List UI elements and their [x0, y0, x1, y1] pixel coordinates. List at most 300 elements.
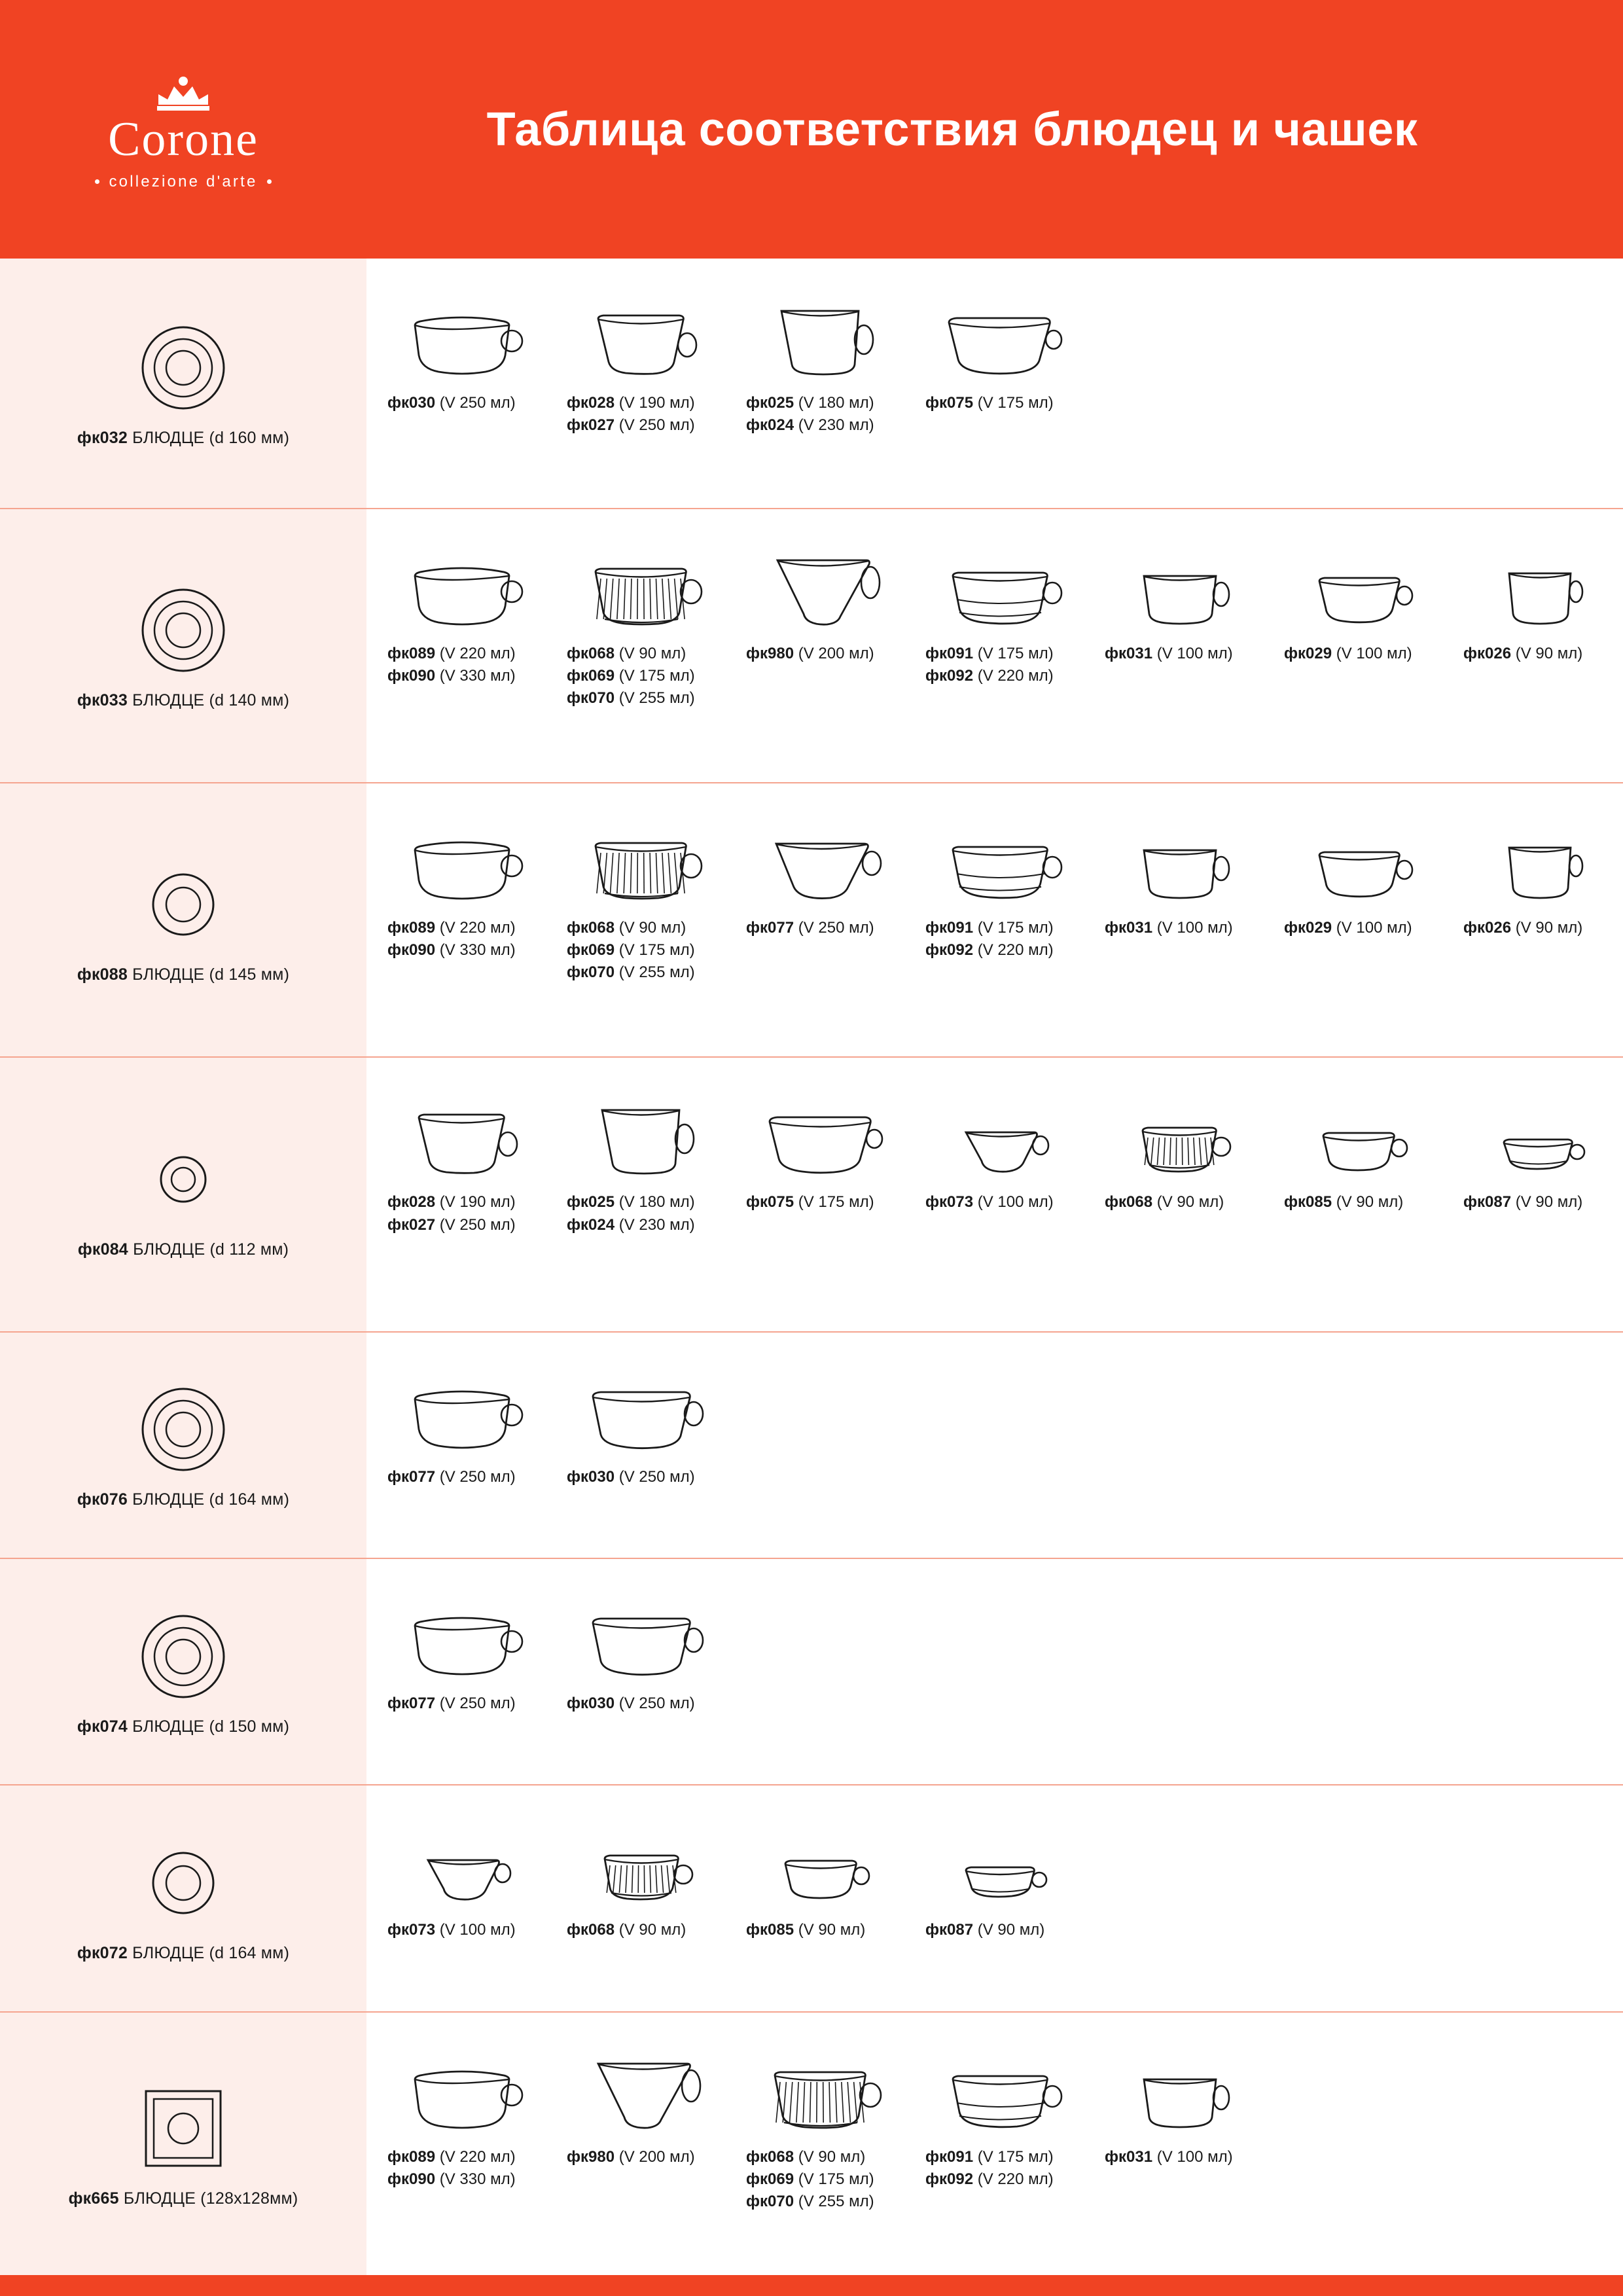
cup-code: фк089 — [387, 919, 436, 937]
cup-code: фк087 — [1463, 1193, 1512, 1211]
cup-code-list — [562, 917, 695, 984]
saucer-cell — [0, 1785, 366, 2011]
cup-volume: (V 175 мл) — [794, 2170, 874, 2188]
cup-code: фк085 — [1284, 1193, 1332, 1211]
cup-volume: (V 250 мл) — [794, 919, 874, 937]
cup-code-line — [387, 1693, 516, 1715]
cup-code: фк087 — [925, 1921, 974, 1939]
saucer-name-size: БЛЮДЦЕ (d 164 мм) — [128, 1944, 290, 1963]
cup-code: фк091 — [925, 919, 974, 937]
cup-code-list — [920, 643, 1054, 687]
saucer-icon — [134, 319, 232, 417]
saucer-label — [77, 1490, 289, 1509]
cup-volume: (V 90 мл) — [973, 1921, 1045, 1939]
cup-volume: (V 175 мл) — [973, 644, 1054, 662]
cup-code-list — [382, 1919, 516, 1941]
cup-icon — [1279, 535, 1424, 634]
cup-group — [741, 285, 920, 437]
cup-code-list — [1279, 1191, 1403, 1213]
cup-group — [1279, 810, 1458, 939]
table-row — [0, 509, 1623, 783]
cup-icon — [741, 535, 886, 634]
cup-icon — [562, 285, 707, 383]
cup-code-line — [567, 1693, 695, 1715]
cup-icon — [382, 1359, 527, 1457]
cup-volume: (V 190 мл) — [435, 1193, 516, 1211]
cup-group — [920, 285, 1099, 414]
cup-code: фк980 — [746, 644, 794, 662]
cup-code-line — [567, 2146, 695, 2168]
saucer-name-size: БЛЮДЦЕ (d 145 мм) — [128, 965, 290, 984]
cup-code-line — [567, 665, 695, 687]
cup-group — [562, 1812, 741, 1941]
cup-code-line — [925, 917, 1054, 939]
cup-code-line — [567, 1191, 695, 1213]
cup-code-list — [1458, 1191, 1582, 1213]
cup-icon — [562, 1585, 707, 1683]
cup-group — [1458, 810, 1623, 939]
saucer-icon — [134, 581, 232, 679]
cup-group — [920, 810, 1099, 961]
page-header — [0, 0, 1623, 259]
cups-cell — [366, 1058, 1623, 1331]
cup-code-line — [925, 1191, 1054, 1213]
cup-code-list — [382, 917, 516, 961]
cup-volume: (V 220 мл) — [435, 919, 516, 937]
cup-code-list — [562, 392, 695, 437]
cup-code-list — [741, 392, 874, 437]
cup-code-line — [746, 2191, 874, 2213]
cup-code: фк024 — [567, 1215, 615, 1234]
crown-icon — [152, 75, 215, 111]
cup-code: фк025 — [567, 1193, 615, 1211]
cup-code-line — [387, 917, 516, 939]
cups-cell — [366, 2013, 1623, 2275]
cup-group — [382, 1812, 562, 1941]
cup-group — [741, 2039, 920, 2213]
cup-code-line — [387, 665, 516, 687]
cup-code: фк031 — [1105, 919, 1153, 937]
cup-group — [1279, 1084, 1458, 1213]
cup-volume: (V 220 мл) — [973, 666, 1054, 685]
cup-volume: (V 255 мл) — [615, 689, 695, 707]
saucer-code: фк084 — [77, 1240, 128, 1259]
saucer-name-size: БЛЮДЦЕ (d 140 мм) — [128, 691, 290, 709]
cup-code-line — [387, 1919, 516, 1941]
saucer-cell — [0, 509, 366, 782]
cup-group — [741, 810, 920, 939]
table-row — [0, 2013, 1623, 2275]
cup-group — [562, 810, 741, 984]
cup-group — [920, 1812, 1099, 1941]
cup-code-line — [925, 939, 1054, 961]
cup-icon — [741, 1812, 886, 1910]
cup-code-list — [382, 643, 516, 687]
cup-volume: (V 250 мл) — [615, 1695, 695, 1713]
cup-code: фк027 — [567, 416, 615, 435]
cups-cell — [366, 783, 1623, 1056]
cup-code-list — [562, 1693, 695, 1715]
saucer-code: фк076 — [77, 1490, 128, 1509]
cup-code-line — [925, 392, 1054, 414]
cup-code-line — [925, 2146, 1054, 2168]
cup-volume: (V 90 мл) — [1511, 644, 1583, 662]
cup-icon — [562, 1812, 707, 1910]
cups-cell — [366, 1333, 1623, 1558]
cup-volume: (V 90 мл) — [1152, 1193, 1224, 1211]
cup-volume: (V 220 мл) — [435, 2147, 516, 2166]
cup-volume: (V 90 мл) — [1511, 919, 1583, 937]
cup-code: фк029 — [1284, 919, 1332, 937]
saucer-name-size: БЛЮДЦЕ (d 112 мм) — [128, 1240, 289, 1259]
saucer-name-size: БЛЮДЦЕ (d 160 мм) — [128, 428, 290, 447]
cup-volume: (V 90 мл) — [1332, 1193, 1404, 1211]
saucer-cell — [0, 783, 366, 1056]
cup-code-line — [567, 917, 695, 939]
cup-volume: (V 220 мл) — [435, 644, 516, 662]
cup-volume: (V 330 мл) — [435, 2170, 516, 2188]
cup-code-list — [382, 392, 516, 414]
cup-code-list — [920, 2146, 1054, 2191]
cup-code: фк077 — [387, 1467, 436, 1486]
cup-group — [382, 810, 562, 961]
cup-code-list — [382, 2146, 516, 2191]
saucer-code: фк074 — [77, 1717, 128, 1736]
cup-code-list — [1099, 1191, 1224, 1213]
cup-volume: (V 330 мл) — [435, 666, 516, 685]
cup-volume: (V 175 мл) — [973, 919, 1054, 937]
cup-icon — [1099, 2039, 1245, 2137]
cup-code: фк029 — [1284, 644, 1332, 662]
cup-code: фк028 — [387, 1193, 436, 1211]
cup-code-line — [387, 2168, 516, 2191]
cup-volume: (V 200 мл) — [794, 644, 874, 662]
cup-group — [1458, 535, 1623, 665]
cup-group — [741, 1812, 920, 1941]
cup-code: фк026 — [1463, 919, 1512, 937]
cup-code-line — [567, 1466, 695, 1488]
cup-volume: (V 90 мл) — [1511, 1193, 1583, 1211]
cup-code: фк073 — [387, 1921, 436, 1939]
cup-icon — [382, 1084, 527, 1182]
cup-code: фк068 — [746, 2147, 794, 2166]
cup-icon — [920, 1812, 1065, 1910]
saucer-cell — [0, 2013, 366, 2275]
cup-code-line — [1284, 1191, 1403, 1213]
cup-icon — [382, 810, 527, 908]
cup-code: фк980 — [567, 2147, 615, 2166]
cup-code-line — [387, 1191, 516, 1213]
cup-code: фк025 — [746, 394, 794, 412]
cup-icon — [562, 810, 707, 908]
cup-code-line — [387, 1214, 516, 1236]
cup-code-list — [920, 917, 1054, 961]
cup-code-list — [1099, 2146, 1233, 2168]
cup-group — [741, 1084, 920, 1213]
page-title: Таблица соответствия блюдец и чашек — [486, 103, 1418, 156]
saucer-code: фк033 — [77, 691, 128, 709]
cup-code: фк030 — [567, 1695, 615, 1713]
cup-volume: (V 90 мл) — [794, 2147, 866, 2166]
cup-volume: (V 220 мл) — [973, 941, 1054, 960]
cup-code-list — [1458, 643, 1582, 665]
cup-volume: (V 175 мл) — [615, 666, 695, 685]
cup-code-line — [1105, 917, 1233, 939]
cup-group — [920, 1084, 1099, 1213]
saucer-icon — [134, 1130, 232, 1229]
saucer-code: фк032 — [77, 428, 128, 447]
cup-code-line — [746, 2168, 874, 2191]
cup-group — [382, 1359, 562, 1488]
cup-code-line — [1463, 917, 1582, 939]
compatibility-table — [0, 259, 1623, 2275]
cup-volume: (V 250 мл) — [435, 1695, 516, 1713]
saucer-label — [78, 1240, 289, 1259]
saucer-cell — [0, 1559, 366, 1784]
cup-volume: (V 190 мл) — [615, 394, 695, 412]
cup-icon — [920, 810, 1065, 908]
saucer-label — [77, 691, 289, 710]
cup-code: фк070 — [567, 689, 615, 707]
cup-volume: (V 175 мл) — [973, 2147, 1054, 2166]
cup-volume: (V 250 мл) — [435, 1467, 516, 1486]
cup-code-list — [1099, 643, 1233, 665]
cup-group — [741, 535, 920, 665]
saucer-code: фк665 — [68, 2189, 119, 2208]
cup-icon — [382, 1585, 527, 1683]
cup-icon — [1099, 1084, 1245, 1182]
cup-icon — [382, 2039, 527, 2137]
cup-icon — [741, 285, 886, 383]
saucer-label — [77, 429, 289, 448]
cup-icon — [562, 535, 707, 634]
cup-code-line — [387, 1466, 516, 1488]
cup-code-line — [746, 2146, 874, 2168]
cup-icon — [741, 1084, 886, 1182]
cup-code-list — [1279, 643, 1412, 665]
cup-code-list — [562, 1191, 695, 1236]
cup-code-list — [741, 917, 874, 939]
cup-code-list — [920, 1919, 1044, 1941]
cup-code-line — [1284, 917, 1412, 939]
cup-code-line — [567, 414, 695, 437]
cup-code-list — [1099, 917, 1233, 939]
cup-group — [1099, 810, 1279, 939]
saucer-cell — [0, 1333, 366, 1558]
cup-code: фк027 — [387, 1215, 436, 1234]
cup-code-line — [567, 939, 695, 961]
cup-icon — [562, 1084, 707, 1182]
saucer-code: фк072 — [77, 1944, 128, 1963]
cup-code: фк091 — [925, 644, 974, 662]
cup-group — [1099, 2039, 1279, 2168]
cup-volume: (V 200 мл) — [615, 2147, 695, 2166]
tagline-dot-left — [95, 179, 99, 184]
cup-code-line — [567, 392, 695, 414]
logo-wordmark: Corone — [108, 112, 259, 166]
cup-code: фк026 — [1463, 644, 1512, 662]
saucer-icon — [134, 855, 232, 954]
cup-code-line — [1105, 2146, 1233, 2168]
brand-logo — [0, 68, 366, 191]
logo-tagline — [95, 173, 271, 191]
cup-volume: (V 100 мл) — [435, 1921, 516, 1939]
cup-code-line — [567, 961, 695, 984]
cup-code: фк031 — [1105, 644, 1153, 662]
saucer-name-size: БЛЮДЦЕ (128х128мм) — [118, 2189, 298, 2208]
cup-volume: (V 330 мл) — [435, 941, 516, 960]
cup-code-line — [1463, 1191, 1582, 1213]
cup-code-list — [741, 2146, 874, 2213]
cup-icon — [920, 2039, 1065, 2137]
cup-volume: (V 230 мл) — [615, 1215, 695, 1234]
cup-icon — [1458, 1084, 1603, 1182]
cup-code-list — [920, 1191, 1054, 1213]
cup-code-list — [382, 1693, 516, 1715]
cup-code-line — [567, 1919, 686, 1941]
saucer-cell — [0, 1058, 366, 1331]
cup-icon — [1458, 535, 1603, 634]
cup-code: фк090 — [387, 2170, 436, 2188]
footer-bar — [0, 2275, 1623, 2296]
cup-volume: (V 100 мл) — [1152, 644, 1233, 662]
cup-icon — [1099, 810, 1245, 908]
cup-group — [1279, 535, 1458, 665]
tagline-dot-right — [267, 179, 272, 184]
cup-code: фк024 — [746, 416, 794, 435]
cup-code: фк073 — [925, 1193, 974, 1211]
table-row — [0, 1333, 1623, 1559]
cup-volume: (V 100 мл) — [1152, 919, 1233, 937]
cup-code-list — [920, 392, 1054, 414]
cup-volume: (V 255 мл) — [615, 963, 695, 982]
cup-volume: (V 100 мл) — [1152, 2147, 1233, 2166]
cup-group — [1458, 1084, 1623, 1213]
cup-volume: (V 175 мл) — [615, 941, 695, 960]
cup-volume: (V 175 мл) — [794, 1193, 874, 1211]
cup-code: фк030 — [387, 394, 436, 412]
cup-code-line — [387, 2146, 516, 2168]
cups-cell — [366, 509, 1623, 782]
cup-code: фк091 — [925, 2147, 974, 2166]
cup-code: фк077 — [387, 1695, 436, 1713]
cup-volume: (V 90 мл) — [615, 1921, 687, 1939]
cup-group — [562, 285, 741, 437]
cup-icon — [1279, 1084, 1424, 1182]
saucer-icon — [134, 1834, 232, 1932]
cup-code-line — [567, 687, 695, 709]
saucer-code: фк088 — [77, 965, 128, 984]
cup-group — [562, 535, 741, 709]
cup-volume: (V 220 мл) — [973, 2170, 1054, 2188]
cup-icon — [920, 285, 1065, 383]
cup-code: фк069 — [746, 2170, 794, 2188]
cup-code-line — [387, 643, 516, 665]
cup-icon — [382, 285, 527, 383]
cup-code-line — [1105, 1191, 1224, 1213]
cup-volume: (V 90 мл) — [794, 1921, 866, 1939]
cup-code-list — [382, 1191, 516, 1236]
cup-code-list — [382, 1466, 516, 1488]
saucer-icon — [134, 1380, 232, 1479]
cup-code: фк068 — [567, 644, 615, 662]
cup-icon — [920, 1084, 1065, 1182]
cup-code-line — [387, 939, 516, 961]
saucer-cell — [0, 259, 366, 508]
cup-volume: (V 90 мл) — [615, 644, 687, 662]
cup-code-list — [741, 643, 874, 665]
cup-group — [562, 1084, 741, 1236]
cup-volume: (V 175 мл) — [973, 394, 1054, 412]
cup-volume: (V 250 мл) — [615, 1467, 695, 1486]
cup-code: фк075 — [746, 1193, 794, 1211]
saucer-label — [77, 965, 289, 984]
cup-code: фк031 — [1105, 2147, 1153, 2166]
cup-code: фк070 — [746, 2193, 794, 2211]
saucer-name-size: БЛЮДЦЕ (d 150 мм) — [128, 1717, 290, 1736]
table-row — [0, 1785, 1623, 2012]
cup-group — [562, 2039, 741, 2168]
cup-volume: (V 100 мл) — [1332, 919, 1412, 937]
cup-code-line — [746, 1919, 865, 1941]
cup-code-line — [567, 1214, 695, 1236]
cup-icon — [1279, 810, 1424, 908]
cups-cell — [366, 259, 1623, 508]
cup-code-line — [925, 665, 1054, 687]
cup-code-list — [562, 1919, 686, 1941]
cup-volume: (V 90 мл) — [615, 919, 687, 937]
cup-volume: (V 230 мл) — [794, 416, 874, 435]
cup-group — [1099, 535, 1279, 665]
cup-volume: (V 100 мл) — [1332, 644, 1412, 662]
cup-code: фк075 — [925, 394, 974, 412]
saucer-icon — [134, 2079, 232, 2178]
cup-volume: (V 250 мл) — [615, 416, 695, 435]
cup-code-line — [387, 392, 516, 414]
cup-code: фк089 — [387, 644, 436, 662]
cup-icon — [1458, 810, 1603, 908]
cup-icon — [741, 2039, 886, 2137]
table-row — [0, 783, 1623, 1058]
cup-code: фк092 — [925, 666, 974, 685]
cup-volume: (V 250 мл) — [435, 1215, 516, 1234]
saucer-label — [77, 1717, 289, 1736]
cup-code: фк068 — [567, 919, 615, 937]
cup-code-line — [746, 414, 874, 437]
saucer-icon — [134, 1607, 232, 1706]
cup-code-line — [925, 643, 1054, 665]
cup-code-list — [741, 1191, 874, 1213]
cup-code: фк089 — [387, 2147, 436, 2166]
cup-group — [382, 535, 562, 687]
cup-code-line — [746, 1191, 874, 1213]
cup-code-line — [746, 392, 874, 414]
table-row — [0, 259, 1623, 509]
cup-code: фк090 — [387, 666, 436, 685]
cup-volume: (V 250 мл) — [435, 394, 516, 412]
table-row — [0, 1559, 1623, 1785]
cup-volume: (V 180 мл) — [615, 1193, 695, 1211]
cup-icon — [562, 1359, 707, 1457]
cup-code: фк068 — [567, 1921, 615, 1939]
saucer-name-size: БЛЮДЦЕ (d 164 мм) — [128, 1490, 290, 1509]
cup-group — [920, 2039, 1099, 2191]
cup-code-list — [1279, 917, 1412, 939]
cup-volume: (V 255 мл) — [794, 2193, 874, 2211]
cup-group — [920, 535, 1099, 687]
cup-code-line — [1105, 643, 1233, 665]
cup-icon — [920, 535, 1065, 634]
